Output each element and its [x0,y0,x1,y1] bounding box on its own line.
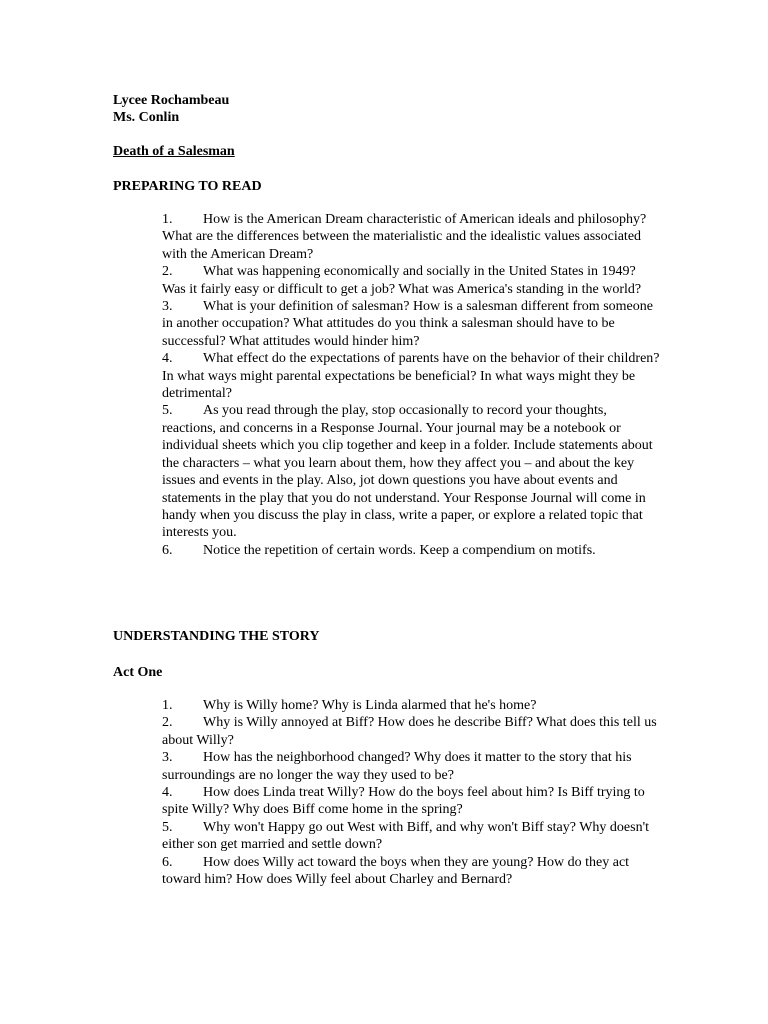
question-item [162,211,662,263]
teacher-name: Ms. Conlin [113,110,180,125]
question-item [162,298,662,350]
question-text: How has the neighborhood changed? Why does it matter to the story that his surroundings are no longer the way they used to be? [162,750,632,783]
question-item [162,749,662,784]
question-number: 4. [162,351,173,367]
preparing-question-list [162,211,662,559]
question-item [162,542,662,559]
question-item [162,402,662,541]
question-number: 6. [162,542,173,558]
question-number: 1. [162,212,173,227]
question-number: 1. [162,698,173,713]
question-text: Why is Willy home? Why is Linda alarmed that he's home? [203,698,537,713]
school-name: Lycee Rochambeau [113,93,230,108]
act-one-question-list [162,697,662,888]
question-text: Why won't Happy go out West with Biff, and why won't Biff stay? Why doesn't either son get married and settle down? [162,819,649,853]
question-item [162,714,662,749]
question-text: As you read through the play, stop occasionally to record your thoughts, reactions, and concerns in a Response Journal. Your journal may be a notebook or individual sheets which you clip together and keep in a folder. Include statements about the characters – what you learn about them, how they affect you – and about the key issues and events in the play. Also, jot down questions you have about events and statements in the play that you do not understand. Your Response Journal will come in handy when you discuss the play in class, write a paper, or explore a related topic that interests you. [162,403,653,541]
question-number: 3. [162,299,173,315]
question-text: How does Willy act toward the boys when they are young? How do they act toward him? How does Willy feel about Charley and Bernard? [162,854,630,888]
question-number: 4. [162,785,173,801]
question-number: 3. [162,750,173,766]
question-number: 5. [162,403,173,419]
question-item [162,819,662,854]
question-text: What is your definition of salesman? How is a salesman different from someone in another occupation? What attitudes do you think a salesman should have to be successful? What attitudes would hinder him? [162,299,653,349]
question-text: What effect do the expectations of parents have on the behavior of their children? In what ways might parental expectations be beneficial? In what ways might they be detrimental? [162,351,660,402]
question-item [162,854,662,889]
question-text: What was happening economically and socially in the United States in 1949? Was it fairly easy or difficult to get a job? What was America's standing in the world? [162,264,642,297]
understanding-heading: UNDERSTANDING THE STORY [113,629,320,644]
question-item [162,697,662,714]
question-number: 6. [162,854,173,870]
question-item [162,263,662,298]
question-text: How is the American Dream characteristic of American ideals and philosophy? What are the differences between the materialistic and the idealistic values associated with the American Dream? [162,212,647,262]
question-number: 2. [162,715,173,731]
question-item [162,350,662,402]
act-one-heading: Act One [113,665,163,680]
preparing-heading: PREPARING TO READ [113,179,262,194]
question-number: 2. [162,264,173,280]
question-text: How does Linda treat Willy? How do the boys feel about him? Is Biff trying to spite Willy? Why does Biff come home in the spring? [162,785,645,818]
play-title: Death of a Salesman [113,144,235,159]
question-text: Why is Willy annoyed at Biff? How does he describe Biff? What does this tell us about Willy? [162,715,657,748]
question-text: Notice the repetition of certain words. Keep a compendium on motifs. [203,542,596,558]
question-number: 5. [162,819,173,835]
question-item [162,784,662,819]
